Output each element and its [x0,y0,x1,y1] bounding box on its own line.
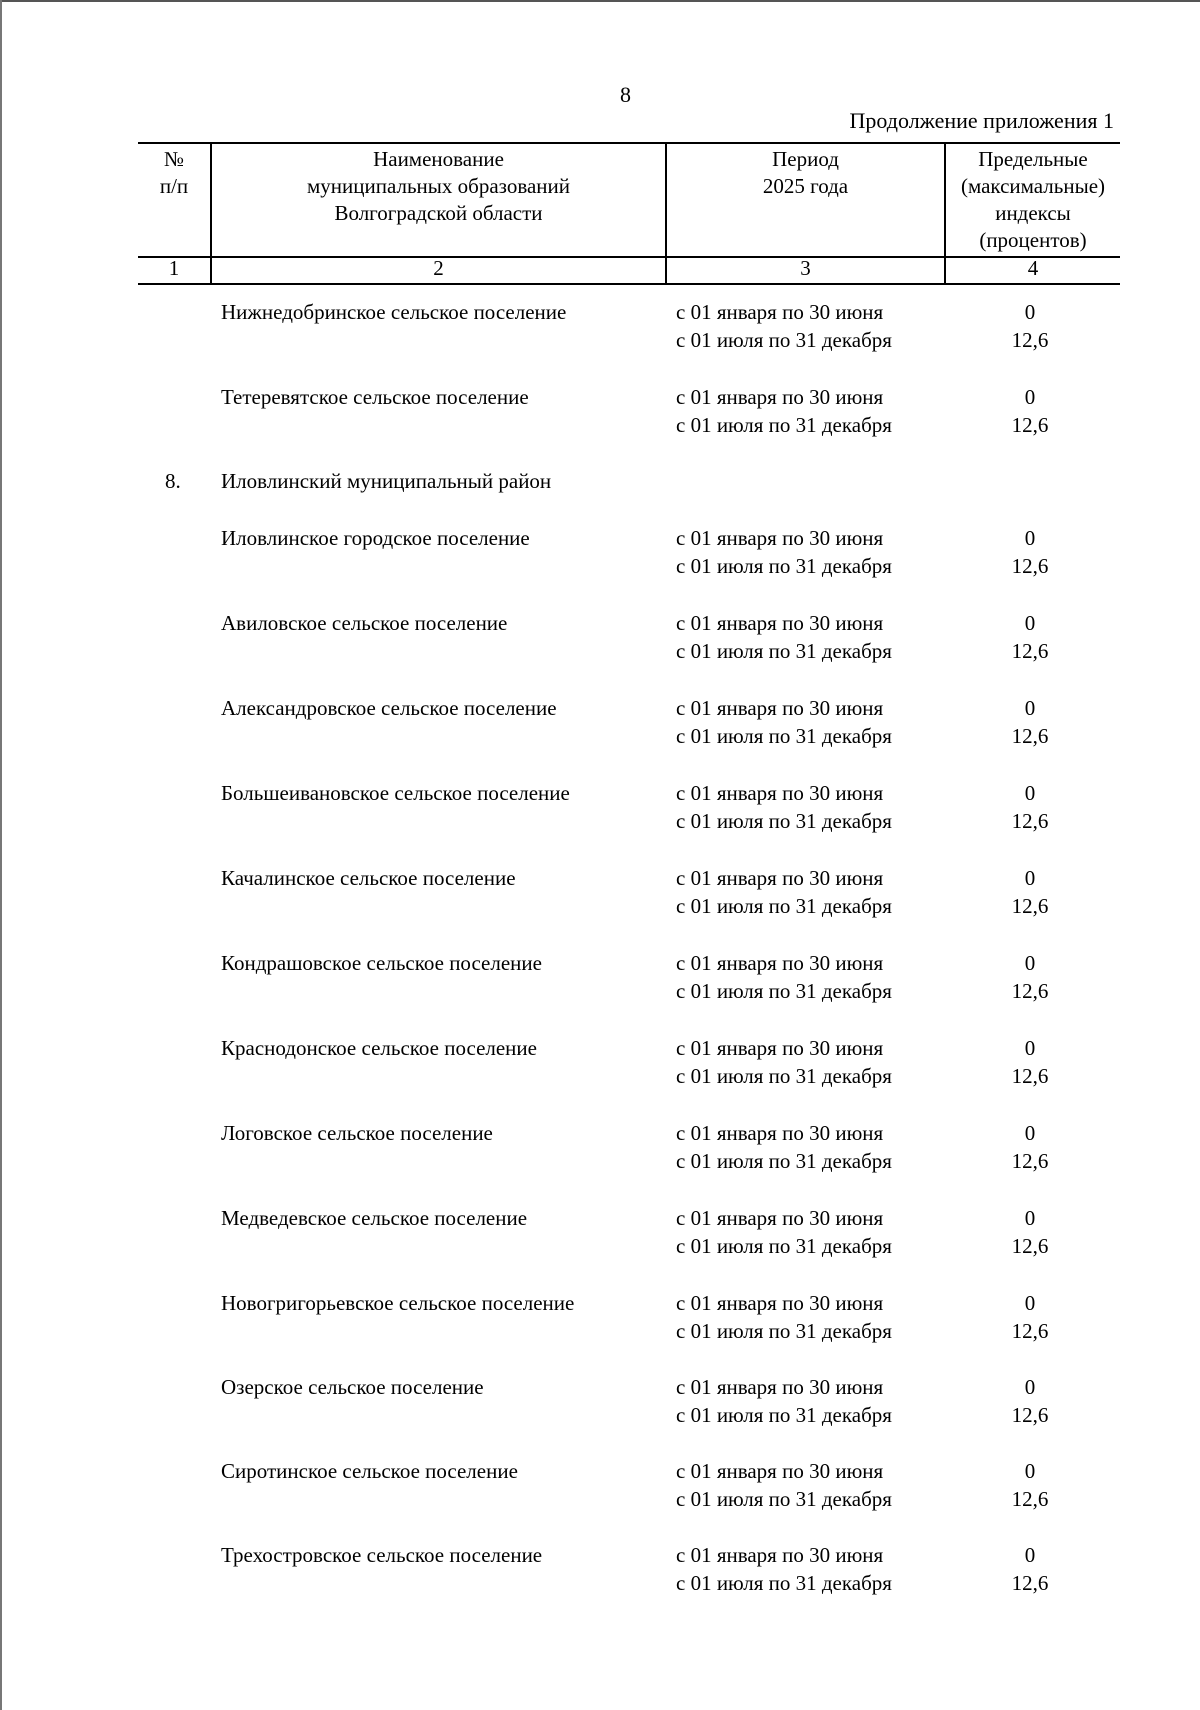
table-row [0,1373,1200,1433]
row-values [1000,1034,1060,1090]
municipality-name: Трехостровское сельское поселение [221,1543,543,1567]
period-second-half: с 01 июля по 31 декабря [676,1571,892,1595]
municipality-name: Качалинское сельское поселение [221,866,516,890]
index-second-half: 12,6 [1011,1319,1049,1343]
period-first-half: с 01 января по 30 июня [676,1459,884,1483]
header-col-period-line: Период [772,147,839,171]
table-row-district [0,467,1200,527]
index-first-half: 0 [1024,1121,1036,1145]
period-first-half: с 01 января по 30 июня [676,781,884,805]
municipality-name: Нижнедобринское сельское поселение [221,300,567,324]
row-values [1000,1373,1060,1429]
column-number-2: 2 [433,256,444,280]
table-row [0,1119,1200,1179]
period-first-half: с 01 января по 30 июня [676,1291,884,1315]
row-values [1000,694,1060,750]
index-second-half: 12,6 [1011,1571,1049,1595]
index-second-half: 12,6 [1011,1234,1049,1258]
period-second-half: с 01 июля по 31 декабря [676,809,892,833]
index-second-half: 12,6 [1011,554,1049,578]
period-first-half: с 01 января по 30 июня [676,1121,884,1145]
municipality-name: Краснодонское сельское поселение [221,1036,537,1060]
index-second-half: 12,6 [1011,809,1049,833]
table-row [0,1204,1200,1264]
district-name: Иловлинский муниципальный район [221,469,552,493]
header-col-number [138,146,210,200]
index-first-half: 0 [1024,1459,1036,1483]
index-second-half: 12,6 [1011,1149,1049,1173]
municipality-name: Тетеревятское сельское поселение [221,385,529,409]
header-col-number-line: п/п [159,174,189,198]
index-first-half: 0 [1024,611,1036,635]
row-values [1000,1119,1060,1175]
header-col-number-line: № [163,147,185,171]
period-second-half: с 01 июля по 31 декабря [676,894,892,918]
header-col-period [667,146,944,200]
period-second-half: с 01 июля по 31 декабря [676,639,892,663]
index-second-half: 12,6 [1011,639,1049,663]
column-number-3: 3 [800,256,811,280]
index-first-half: 0 [1024,300,1036,324]
row-periods [676,1289,892,1345]
period-first-half: с 01 января по 30 июня [676,1375,884,1399]
row-periods [676,524,892,580]
index-first-half: 0 [1024,1291,1036,1315]
period-second-half: с 01 июля по 31 декабря [676,1149,892,1173]
table-row [0,1034,1200,1094]
period-first-half: с 01 января по 30 июня [676,385,884,409]
header-col-index-line: Предельные [978,147,1088,171]
index-second-half: 12,6 [1011,1487,1049,1511]
municipality-name: Большеивановское сельское поселение [221,781,570,805]
header-col-index-line: (процентов) [979,228,1087,252]
table-row [0,694,1200,754]
header-top-rule [138,142,1120,144]
row-values [1000,1541,1060,1597]
row-periods [676,1373,892,1429]
column-number-4: 4 [1027,256,1039,280]
row-values [1000,383,1060,439]
row-values [1000,524,1060,580]
row-periods [676,383,892,439]
municipality-name: Кондрашовское сельское поселение [221,951,542,975]
row-values [1000,298,1060,354]
index-second-half: 12,6 [1011,1064,1049,1088]
row-values [1000,609,1060,665]
index-second-half: 12,6 [1011,1403,1049,1427]
period-second-half: с 01 июля по 31 декабря [676,724,892,748]
page-frame-left [0,0,2,1710]
period-second-half: с 01 июля по 31 декабря [676,1319,892,1343]
period-first-half: с 01 января по 30 июня [676,1543,884,1567]
index-first-half: 0 [1024,385,1036,409]
index-first-half: 0 [1024,951,1036,975]
table-row [0,609,1200,669]
municipality-name: Озерское сельское поселение [221,1375,484,1399]
period-first-half: с 01 января по 30 июня [676,951,884,975]
municipality-name: Иловлинское городское поселение [221,526,530,550]
header-col-index-line: индексы [995,201,1071,225]
table-row [0,864,1200,924]
index-first-half: 0 [1024,781,1036,805]
header-bottom-rule [138,283,1120,285]
period-first-half: с 01 января по 30 июня [676,300,884,324]
table-row [0,383,1200,443]
row-values [1000,1289,1060,1345]
period-first-half: с 01 января по 30 июня [676,866,884,890]
header-col-name-line: Наименование [373,147,504,171]
header-col-period-line: 2025 года [762,174,849,198]
municipality-name: Авиловское сельское поселение [221,611,508,635]
row-periods [676,1119,892,1175]
table-header [138,142,1120,285]
row-values [1000,1204,1060,1260]
column-number-1: 1 [168,256,180,280]
municipality-name: Александровское сельское поселение [221,696,557,720]
table-row [0,298,1200,358]
index-first-half: 0 [1024,526,1036,550]
period-second-half: с 01 июля по 31 декабря [676,1403,892,1427]
municipality-name: Медведевское сельское поселение [221,1206,528,1230]
municipality-name: Логовское сельское поселение [221,1121,493,1145]
index-first-half: 0 [1024,1543,1036,1567]
index-first-half: 0 [1024,696,1036,720]
row-values [1000,864,1060,920]
header-col-index-line: (максимальные) [960,174,1106,198]
index-first-half: 0 [1024,1036,1036,1060]
municipality-name: Новогригорьевское сельское поселение [221,1291,575,1315]
row-periods [676,1457,892,1513]
period-second-half: с 01 июля по 31 декабря [676,979,892,1003]
table-row [0,779,1200,839]
table-row [0,1541,1200,1601]
row-periods [676,298,892,354]
index-second-half: 12,6 [1011,413,1049,437]
period-second-half: с 01 июля по 31 декабря [676,1064,892,1088]
period-second-half: с 01 июля по 31 декабря [676,1487,892,1511]
row-periods [676,1541,892,1597]
period-first-half: с 01 января по 30 июня [676,1036,884,1060]
header-col-name-line: Волгоградской области [334,201,543,225]
period-second-half: с 01 июля по 31 декабря [676,1234,892,1258]
index-first-half: 0 [1024,866,1036,890]
page-number: 8 [620,82,631,107]
continuation-label: Продолжение приложения 1 [849,108,1114,133]
period-second-half: с 01 июля по 31 декабря [676,328,892,352]
index-second-half: 12,6 [1011,979,1049,1003]
row-values [1000,949,1060,1005]
index-first-half: 0 [1024,1375,1036,1399]
table-row [0,1289,1200,1349]
municipality-name: Сиротинское сельское поселение [221,1459,518,1483]
table-row [0,1457,1200,1517]
row-periods [676,609,892,665]
period-first-half: с 01 января по 30 июня [676,696,884,720]
period-first-half: с 01 января по 30 июня [676,526,884,550]
row-values [1000,779,1060,835]
row-periods [676,949,892,1005]
row-periods [676,1034,892,1090]
row-periods [676,779,892,835]
index-second-half: 12,6 [1011,724,1049,748]
period-first-half: с 01 января по 30 июня [676,611,884,635]
header-col-name-line: муниципальных образований [307,174,570,198]
index-second-half: 12,6 [1011,328,1049,352]
period-first-half: с 01 января по 30 июня [676,1206,884,1230]
row-periods [676,864,892,920]
index-second-half: 12,6 [1011,894,1049,918]
header-col-name [212,146,665,227]
index-first-half: 0 [1024,1206,1036,1230]
header-col-index [946,146,1120,254]
row-periods [676,694,892,750]
table-row [0,524,1200,584]
row-number: 8. [165,469,181,493]
page-frame-top [0,0,1200,2]
period-second-half: с 01 июля по 31 декабря [676,413,892,437]
row-periods [676,1204,892,1260]
row-values [1000,1457,1060,1513]
table-row [0,949,1200,1009]
period-second-half: с 01 июля по 31 декабря [676,554,892,578]
